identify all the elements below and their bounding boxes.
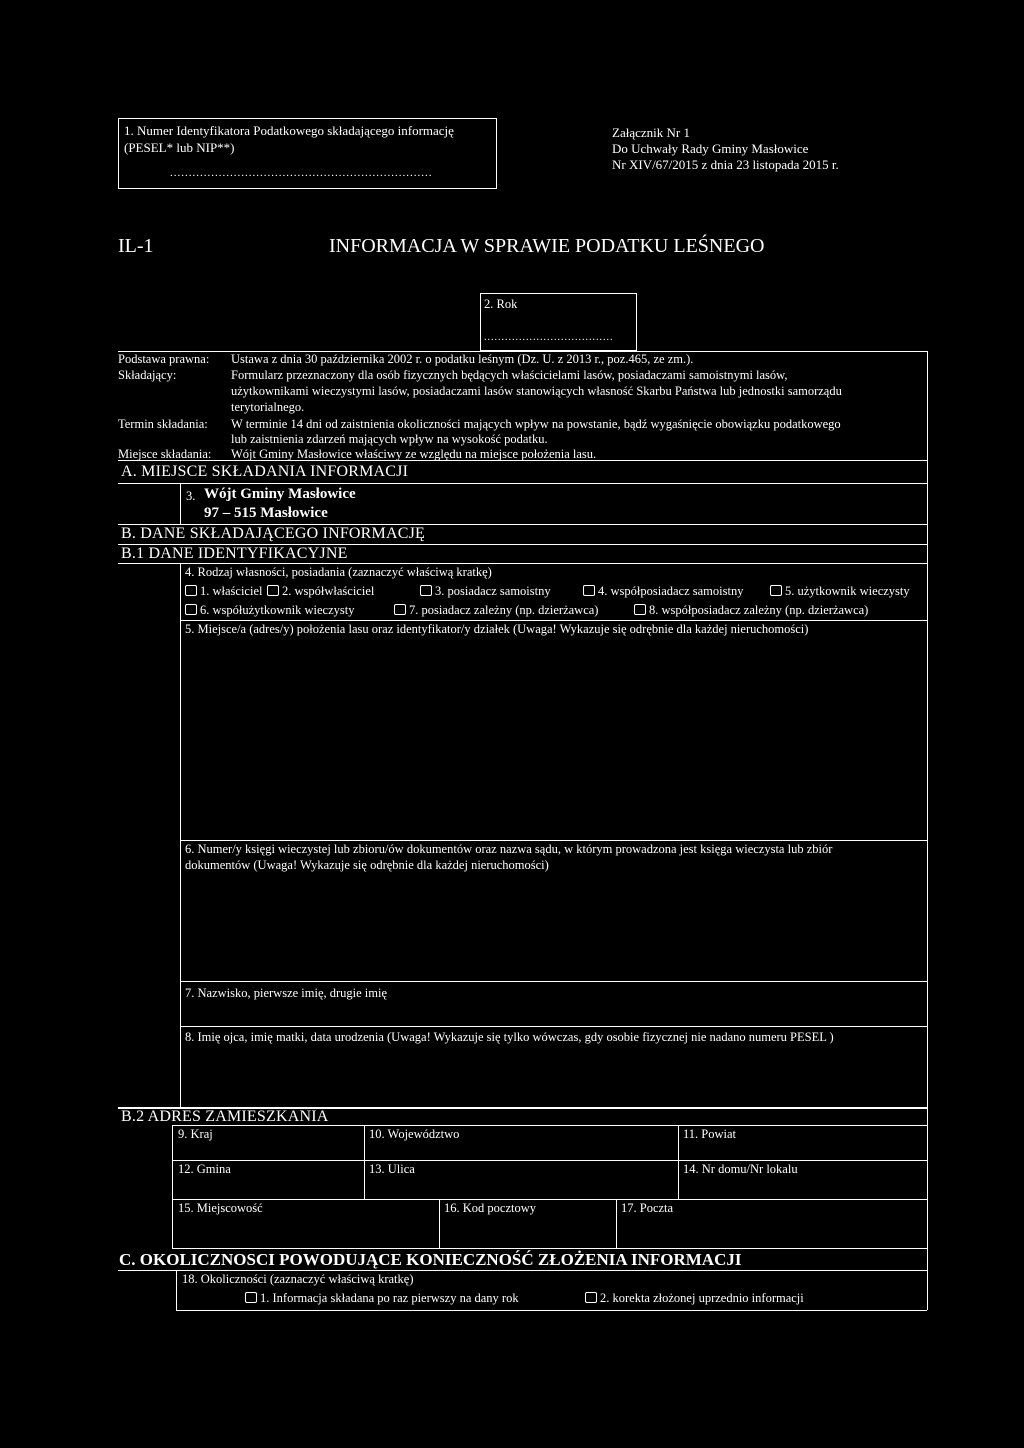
form-title: INFORMACJA W SPRAWIE PODATKU LEŚNEGO: [329, 235, 765, 257]
checkbox-icon[interactable]: [770, 585, 782, 596]
deadline-label: Termin składania:: [118, 417, 208, 431]
ownership-option-6[interactable]: 6. współużytkownik wieczysty: [185, 603, 355, 618]
field-6-label-2: dokumentów (Uwaga! Wykazuje się odrębnie dla każdej nieruchomości): [185, 858, 549, 872]
field-13-street[interactable]: 13. Ulica: [369, 1162, 415, 1176]
checkbox-icon[interactable]: [185, 604, 197, 615]
checkbox-icon[interactable]: [583, 585, 595, 596]
form-code: IL-1: [118, 235, 154, 257]
section-a-title: A. MIEJSCE SKŁADANIA INFORMACJI: [121, 463, 409, 480]
ownership-option-2[interactable]: 2. współwłaściciel: [267, 584, 374, 599]
field-1-label: 1. Numer Identyfikatora Podatkowego składającego informację: [124, 123, 454, 138]
field-4-label: 4. Rodzaj własności, posiadania (zaznaczyć właściwą kratkę): [185, 565, 492, 579]
circumstance-option-2[interactable]: 2. korekta złożonej uprzednio informacji: [585, 1291, 804, 1306]
field-7-label[interactable]: 7. Nazwisko, pierwsze imię, drugie imię: [185, 986, 388, 1000]
ownership-option-5[interactable]: 5. użytkownik wieczysty: [770, 584, 910, 599]
submitter-text-1: Formularz przeznaczony dla osób fizycznych będących właścicielami lasów, posiadaczami samoistnymi lasów,: [231, 368, 788, 382]
submitter-text-3: terytorialnego.: [231, 400, 305, 414]
field-3-office: Wójt Gminy Masłowice: [204, 486, 356, 502]
field-9-country[interactable]: 9. Kraj: [178, 1127, 213, 1141]
section-b2-title: B.2 ADRES ZAMIESZKANIA: [121, 1108, 329, 1125]
year-input[interactable]: .....................................: [484, 332, 614, 343]
field-14-house-number[interactable]: 14. Nr domu/Nr lokalu: [683, 1162, 798, 1176]
ownership-option-1[interactable]: 1. właściciel: [185, 584, 262, 599]
deadline-text-2: lub zaistnienia zdarzeń mających wpływ na wysokość podatku.: [231, 432, 548, 446]
checkbox-icon[interactable]: [267, 585, 279, 596]
ownership-option-7[interactable]: 7. posiadacz zależny (np. dzierżawca): [394, 603, 598, 618]
field-1-sublabel: (PESEL* lub NIP**): [124, 140, 235, 155]
checkbox-icon[interactable]: [245, 1292, 257, 1303]
field-3-address: 97 – 515 Masłowice: [204, 505, 328, 521]
checkbox-icon[interactable]: [394, 604, 406, 615]
ownership-option-8[interactable]: 8. współposiadacz zależny (np. dzierżawca): [634, 603, 868, 618]
field-5-label[interactable]: 5. Miejsce/a (adres/y) położenia lasu oraz identyfikator/y działek (Uwaga! Wykazuje się odrębnie dla każdej nieruchomości): [185, 622, 809, 636]
ownership-option-3[interactable]: 3. posiadacz samoistny: [420, 584, 551, 599]
checkbox-icon[interactable]: [634, 604, 646, 615]
field-12-commune[interactable]: 12. Gmina: [178, 1162, 231, 1176]
attachment-resolution-number: Nr XIV/67/2015 z dnia 23 listopada 2015 r.: [612, 157, 839, 172]
place-label: Miejsce składania:: [118, 447, 212, 461]
submitter-label: Składający:: [118, 368, 177, 382]
section-c-title: C. OKOLICZNOSCI POWODUJĄCE KONIECZNOŚĆ ZŁOŻENIA INFORMACJI: [119, 1250, 742, 1269]
checkbox-icon[interactable]: [420, 585, 432, 596]
field-6-label[interactable]: 6. Numer/y księgi wieczystej lub zbioru/ów dokumentów oraz nazwa sądu, w którym prowadzona jest księga wieczysta lub zbiór: [185, 842, 833, 856]
place-text: Wójt Gminy Masłowice właściwy ze względu na miejsce położenia lasu.: [231, 447, 597, 461]
checkbox-icon[interactable]: [185, 585, 197, 596]
attachment-number: Załącznik Nr 1: [612, 125, 690, 140]
submitter-text-2: użytkownikami wieczystymi lasów, posiadaczami lasów stanowiących własność Skarbu Państwa lub jednostki samorządu: [231, 384, 842, 398]
field-11-county[interactable]: 11. Powiat: [683, 1127, 737, 1141]
year-label: 2. Rok: [484, 297, 518, 311]
field-1-input[interactable]: ......................................................................: [170, 167, 433, 179]
field-15-locality[interactable]: 15. Miejscowość: [178, 1201, 263, 1215]
section-b1-title: B.1 DANE IDENTYFIKACYJNE: [121, 545, 348, 562]
legal-basis-label: Podstawa prawna:: [118, 352, 210, 366]
ownership-option-4[interactable]: 4. współposiadacz samoistny: [583, 584, 743, 599]
attachment-resolution: Do Uchwały Rady Gminy Masłowice: [612, 141, 809, 156]
field-10-voivodeship[interactable]: 10. Województwo: [369, 1127, 460, 1141]
field-16-postal-code[interactable]: 16. Kod pocztowy: [444, 1201, 536, 1215]
checkbox-icon[interactable]: [585, 1292, 597, 1303]
section-b-title: B. DANE SKŁADAJĄCEGO INFORMACJĘ: [121, 525, 425, 542]
legal-basis-text: Ustawa z dnia 30 października 2002 r. o podatku leśnym (Dz. U. z 2013 r., poz.465, ze zm.).: [231, 352, 694, 366]
field-3-number: 3.: [186, 489, 196, 503]
field-8-label[interactable]: 8. Imię ojca, imię matki, data urodzenia (Uwaga! Wykazuje się tylko wówczas, gdy osobie fizycznej nie nadano numeru PESEL ): [185, 1030, 834, 1044]
field-17-post-office[interactable]: 17. Poczta: [621, 1201, 674, 1215]
circumstance-option-1[interactable]: 1. Informacja składana po raz pierwszy na dany rok: [245, 1291, 519, 1306]
field-18-label: 18. Okoliczności (zaznaczyć właściwą kratkę): [182, 1272, 414, 1286]
deadline-text-1: W terminie 14 dni od zaistnienia okoliczności mających wpływ na powstanie, bądź wygaśnięcie obowiązku podatkowego: [231, 417, 841, 431]
